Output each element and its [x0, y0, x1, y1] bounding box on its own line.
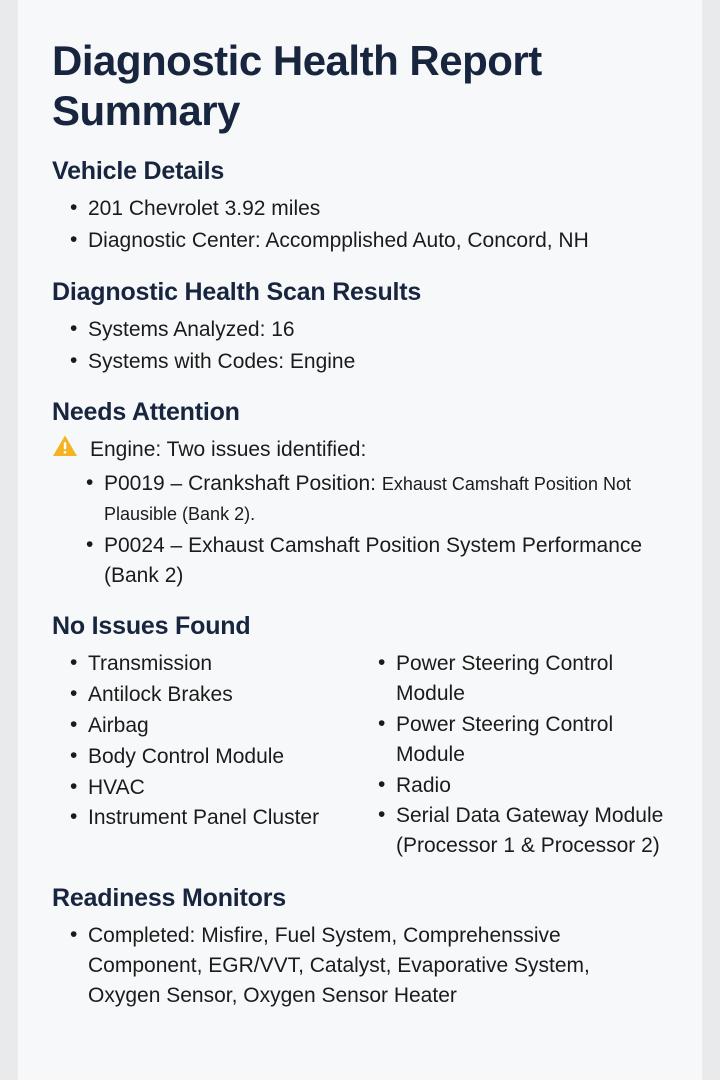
list-item: • Diagnostic Center: Accompplished Auto, Concord, NH — [52, 226, 668, 256]
list-item: • 201 Chevrolet 3.92 miles — [52, 194, 668, 224]
section-heading-scan-results: Diagnostic Health Scan Results — [52, 277, 422, 306]
list-item: • Instrument Panel Cluster — [52, 803, 360, 833]
list-item — [52, 469, 668, 529]
list-item: • Power Steering Control Module — [360, 710, 668, 770]
list-item: • Power Steering Control Module — [360, 649, 668, 709]
section-heading-no-issues: No Issues Found — [52, 612, 251, 641]
dtc-code: P0019 – Crankshaft Position: — [104, 472, 376, 496]
no-issues-columns — [52, 649, 668, 862]
dtc-code: P0024 – Exhaust Camshaft Position System Performance (Bank 2) — [104, 533, 643, 587]
report-page — [18, 0, 702, 1080]
list-item: • Transmission — [52, 649, 360, 679]
list-item: • Radio — [360, 771, 668, 801]
list-item — [52, 531, 668, 591]
needs-attention-section — [52, 398, 668, 590]
section-heading-needs-attention: Needs Attention — [52, 398, 240, 427]
list-item: • Completed: Misfire, Fuel System, Comprehenssive Component, EGR/VVT, Catalyst, Evaporative System, Oxygen Sensor, Oxygen Sensor Heater — [52, 921, 668, 1010]
section-heading-vehicle-details: Vehicle Details — [52, 157, 225, 186]
list-item: • Serial Data Gateway Module (Processor 1 & Processor 2) — [360, 801, 668, 861]
warning-triangle-icon — [52, 434, 78, 458]
list-item: • Systems Analyzed: 16 — [52, 315, 668, 345]
no-issues-column-left — [52, 649, 360, 862]
section-heading-readiness-monitors: Readiness Monitors — [52, 884, 286, 913]
list-item: • HVAC — [52, 773, 360, 803]
vehicle-details-list — [52, 194, 668, 256]
scan-results-list — [52, 315, 668, 377]
needs-attention-intro: Engine: Two issues identified: — [90, 438, 367, 462]
list-item: • Body Control Module — [52, 742, 360, 772]
dtc-detail: Exhaust Camshaft Position Not Plausible (Bank 2). — [104, 474, 631, 524]
attention-codes-list — [52, 469, 668, 590]
list-item: • Systems with Codes: Engine — [52, 347, 668, 377]
no-issues-list-right — [360, 649, 668, 861]
no-issues-column-right — [360, 649, 668, 862]
no-issues-list-left — [52, 649, 360, 833]
list-item: • Antilock Brakes — [52, 680, 360, 710]
list-item: • Airbag — [52, 711, 360, 741]
readiness-list — [52, 921, 668, 1010]
page-title: Diagnostic Health Report Summary — [52, 37, 542, 134]
